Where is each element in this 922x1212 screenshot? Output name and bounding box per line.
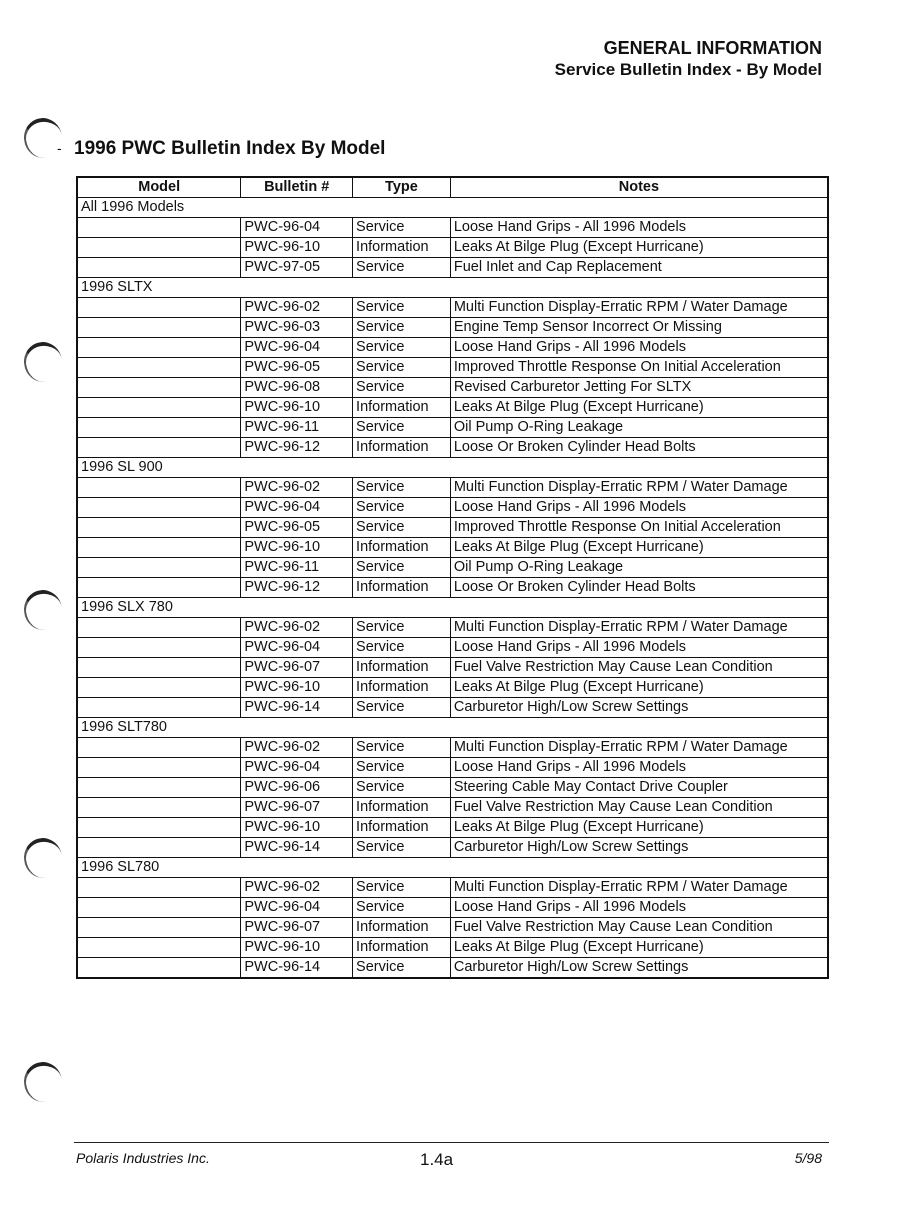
model-cell [77, 378, 241, 398]
table-row [77, 298, 828, 318]
bulletin-number: PWC-96-03 [241, 318, 353, 338]
bulletin-number: PWC-96-10 [241, 678, 353, 698]
binder-hole-mark [21, 588, 64, 633]
bulletin-number: PWC-96-07 [241, 658, 353, 678]
bulletin-type: Service [353, 258, 451, 278]
model-group-row [77, 858, 828, 878]
footer-rule [74, 1142, 829, 1143]
bulletin-type: Service [353, 778, 451, 798]
table-row [77, 578, 828, 598]
page-title: 1996 PWC Bulletin Index By Model [74, 138, 386, 159]
section-subtitle: Service Bulletin Index - By Model [554, 60, 822, 79]
bulletin-notes: Oil Pump O-Ring Leakage [450, 558, 828, 578]
bulletin-notes: Fuel Valve Restriction May Cause Lean Condition [450, 798, 828, 818]
bulletin-type: Service [353, 218, 451, 238]
bulletin-number: PWC-96-10 [241, 398, 353, 418]
bulletin-number: PWC-96-14 [241, 958, 353, 979]
bulletin-type: Information [353, 658, 451, 678]
column-header-bulletin: Bulletin # [241, 177, 353, 198]
bullet-mark: - [57, 140, 62, 156]
bulletin-notes: Fuel Inlet and Cap Replacement [450, 258, 828, 278]
bulletin-type: Service [353, 738, 451, 758]
bulletin-notes: Leaks At Bilge Plug (Except Hurricane) [450, 238, 828, 258]
model-cell [77, 758, 241, 778]
model-cell [77, 898, 241, 918]
bulletin-type: Service [353, 298, 451, 318]
bulletin-notes: Multi Function Display-Erratic RPM / Water Damage [450, 478, 828, 498]
model-group-row [77, 198, 828, 218]
model-cell [77, 338, 241, 358]
model-cell [77, 938, 241, 958]
bulletin-number: PWC-96-11 [241, 558, 353, 578]
bulletin-number: PWC-96-12 [241, 578, 353, 598]
bulletin-notes: Loose Or Broken Cylinder Head Bolts [450, 438, 828, 458]
model-cell [77, 818, 241, 838]
table-row [77, 318, 828, 338]
model-cell [77, 318, 241, 338]
bulletin-type: Service [353, 898, 451, 918]
bulletin-notes: Leaks At Bilge Plug (Except Hurricane) [450, 398, 828, 418]
model-cell [77, 218, 241, 238]
bulletin-number: PWC-96-04 [241, 638, 353, 658]
model-cell [77, 698, 241, 718]
binder-hole-mark [21, 836, 64, 881]
bulletin-notes: Fuel Valve Restriction May Cause Lean Condition [450, 918, 828, 938]
bulletin-type: Information [353, 938, 451, 958]
bulletin-notes: Revised Carburetor Jetting For SLTX [450, 378, 828, 398]
column-header-model: Model [77, 177, 241, 198]
bulletin-notes: Carburetor High/Low Screw Settings [450, 698, 828, 718]
bulletin-notes: Fuel Valve Restriction May Cause Lean Condition [450, 658, 828, 678]
bulletin-number: PWC-96-02 [241, 618, 353, 638]
bulletin-number: PWC-96-04 [241, 338, 353, 358]
bulletin-number: PWC-96-04 [241, 498, 353, 518]
bulletin-number: PWC-96-11 [241, 418, 353, 438]
model-group-row [77, 718, 828, 738]
table-row [77, 638, 828, 658]
table-body [77, 198, 828, 979]
bulletin-notes: Leaks At Bilge Plug (Except Hurricane) [450, 678, 828, 698]
model-cell [77, 658, 241, 678]
bulletin-type: Information [353, 798, 451, 818]
bulletin-number: PWC-96-14 [241, 838, 353, 858]
bulletin-notes: Leaks At Bilge Plug (Except Hurricane) [450, 818, 828, 838]
bulletin-notes: Loose Or Broken Cylinder Head Bolts [450, 578, 828, 598]
bulletin-index-table [76, 176, 829, 979]
bulletin-number: PWC-96-10 [241, 538, 353, 558]
bulletin-type: Service [353, 418, 451, 438]
model-name: 1996 SLT780 [77, 718, 828, 738]
bulletin-number: PWC-96-02 [241, 878, 353, 898]
model-cell [77, 538, 241, 558]
footer-date: 5/98 [794, 1150, 822, 1166]
bulletin-number: PWC-96-12 [241, 438, 353, 458]
model-cell [77, 958, 241, 979]
bulletin-number: PWC-97-05 [241, 258, 353, 278]
model-cell [77, 558, 241, 578]
bulletin-number: PWC-96-04 [241, 218, 353, 238]
bulletin-notes: Carburetor High/Low Screw Settings [450, 958, 828, 979]
model-cell [77, 298, 241, 318]
bulletin-notes: Loose Hand Grips - All 1996 Models [450, 338, 828, 358]
table-row [77, 778, 828, 798]
bulletin-type: Information [353, 578, 451, 598]
bulletin-type: Information [353, 438, 451, 458]
bulletin-notes: Loose Hand Grips - All 1996 Models [450, 898, 828, 918]
model-name: 1996 SLX 780 [77, 598, 828, 618]
bulletin-type: Service [353, 358, 451, 378]
model-cell [77, 398, 241, 418]
model-name: 1996 SLTX [77, 278, 828, 298]
bulletin-number: PWC-96-07 [241, 918, 353, 938]
table-row [77, 918, 828, 938]
bulletin-number: PWC-96-10 [241, 238, 353, 258]
bulletin-notes: Steering Cable May Contact Drive Coupler [450, 778, 828, 798]
bulletin-notes: Leaks At Bilge Plug (Except Hurricane) [450, 938, 828, 958]
section-title: GENERAL INFORMATION [603, 38, 822, 58]
model-cell [77, 498, 241, 518]
table-row [77, 498, 828, 518]
table-row [77, 818, 828, 838]
table-row [77, 378, 828, 398]
bulletin-notes: Multi Function Display-Erratic RPM / Water Damage [450, 618, 828, 638]
binder-hole-mark [21, 1060, 64, 1105]
table-row [77, 218, 828, 238]
bulletin-type: Information [353, 538, 451, 558]
table-row [77, 358, 828, 378]
bulletin-number: PWC-96-04 [241, 758, 353, 778]
model-cell [77, 258, 241, 278]
bulletin-type: Service [353, 338, 451, 358]
bulletin-number: PWC-96-02 [241, 298, 353, 318]
model-cell [77, 358, 241, 378]
model-cell [77, 638, 241, 658]
model-cell [77, 918, 241, 938]
bulletin-type: Information [353, 678, 451, 698]
model-cell [77, 878, 241, 898]
table-row [77, 438, 828, 458]
model-cell [77, 438, 241, 458]
model-group-row [77, 598, 828, 618]
bulletin-type: Service [353, 638, 451, 658]
table-row [77, 878, 828, 898]
bulletin-notes: Loose Hand Grips - All 1996 Models [450, 218, 828, 238]
bulletin-type: Service [353, 518, 451, 538]
bulletin-type: Service [353, 498, 451, 518]
bulletin-notes: Loose Hand Grips - All 1996 Models [450, 498, 828, 518]
footer-company: Polaris Industries Inc. [76, 1150, 210, 1166]
model-cell [77, 618, 241, 638]
bulletin-number: PWC-96-14 [241, 698, 353, 718]
table-row [77, 958, 828, 979]
table-row [77, 478, 828, 498]
bulletin-number: PWC-96-05 [241, 358, 353, 378]
table-row [77, 738, 828, 758]
bulletin-number: PWC-96-08 [241, 378, 353, 398]
table-row [77, 538, 828, 558]
bulletin-notes: Loose Hand Grips - All 1996 Models [450, 758, 828, 778]
model-name: All 1996 Models [77, 198, 828, 218]
model-cell [77, 738, 241, 758]
bulletin-type: Information [353, 818, 451, 838]
bulletin-number: PWC-96-04 [241, 898, 353, 918]
table-row [77, 558, 828, 578]
bulletin-number: PWC-96-07 [241, 798, 353, 818]
bulletin-type: Information [353, 918, 451, 938]
bulletin-type: Service [353, 378, 451, 398]
bulletin-notes: Improved Throttle Response On Initial Acceleration [450, 518, 828, 538]
column-header-type: Type [353, 177, 451, 198]
table-row [77, 258, 828, 278]
table-row [77, 798, 828, 818]
model-cell [77, 578, 241, 598]
bulletin-type: Service [353, 618, 451, 638]
table-row [77, 418, 828, 438]
bulletin-type: Service [353, 758, 451, 778]
page-header [555, 37, 822, 81]
bulletin-notes: Leaks At Bilge Plug (Except Hurricane) [450, 538, 828, 558]
model-cell [77, 238, 241, 258]
bulletin-notes: Multi Function Display-Erratic RPM / Water Damage [450, 738, 828, 758]
table-row [77, 658, 828, 678]
page-number: 1.4a [420, 1150, 454, 1169]
bulletin-type: Service [353, 698, 451, 718]
binder-hole-mark [21, 340, 64, 385]
bulletin-notes: Oil Pump O-Ring Leakage [450, 418, 828, 438]
model-group-row [77, 278, 828, 298]
table-row [77, 758, 828, 778]
model-cell [77, 778, 241, 798]
table-row [77, 678, 828, 698]
bulletin-type: Information [353, 238, 451, 258]
table-row [77, 518, 828, 538]
bulletin-type: Service [353, 478, 451, 498]
table-row [77, 238, 828, 258]
bulletin-notes: Carburetor High/Low Screw Settings [450, 838, 828, 858]
bulletin-type: Service [353, 958, 451, 979]
model-cell [77, 838, 241, 858]
column-header-notes: Notes [450, 177, 828, 198]
model-name: 1996 SL 900 [77, 458, 828, 478]
bulletin-type: Information [353, 398, 451, 418]
bulletin-notes: Improved Throttle Response On Initial Acceleration [450, 358, 828, 378]
model-cell [77, 678, 241, 698]
bulletin-number: PWC-96-10 [241, 818, 353, 838]
bulletin-number: PWC-96-02 [241, 738, 353, 758]
model-name: 1996 SL780 [77, 858, 828, 878]
bulletin-notes: Multi Function Display-Erratic RPM / Water Damage [450, 298, 828, 318]
bulletin-number: PWC-96-10 [241, 938, 353, 958]
table-row [77, 938, 828, 958]
bulletin-type: Service [353, 558, 451, 578]
table-header-row [77, 177, 828, 198]
model-cell [77, 478, 241, 498]
bulletin-notes: Engine Temp Sensor Incorrect Or Missing [450, 318, 828, 338]
model-cell [77, 418, 241, 438]
table-row [77, 838, 828, 858]
model-cell [77, 518, 241, 538]
model-cell [77, 798, 241, 818]
table-row [77, 338, 828, 358]
model-group-row [77, 458, 828, 478]
bulletin-type: Service [353, 878, 451, 898]
bulletin-number: PWC-96-05 [241, 518, 353, 538]
bulletin-notes: Multi Function Display-Erratic RPM / Water Damage [450, 878, 828, 898]
bulletin-type: Service [353, 318, 451, 338]
table-row [77, 898, 828, 918]
bulletin-number: PWC-96-06 [241, 778, 353, 798]
table-row [77, 618, 828, 638]
table-row [77, 698, 828, 718]
table-row [77, 398, 828, 418]
bulletin-type: Service [353, 838, 451, 858]
bulletin-number: PWC-96-02 [241, 478, 353, 498]
bulletin-notes: Loose Hand Grips - All 1996 Models [450, 638, 828, 658]
